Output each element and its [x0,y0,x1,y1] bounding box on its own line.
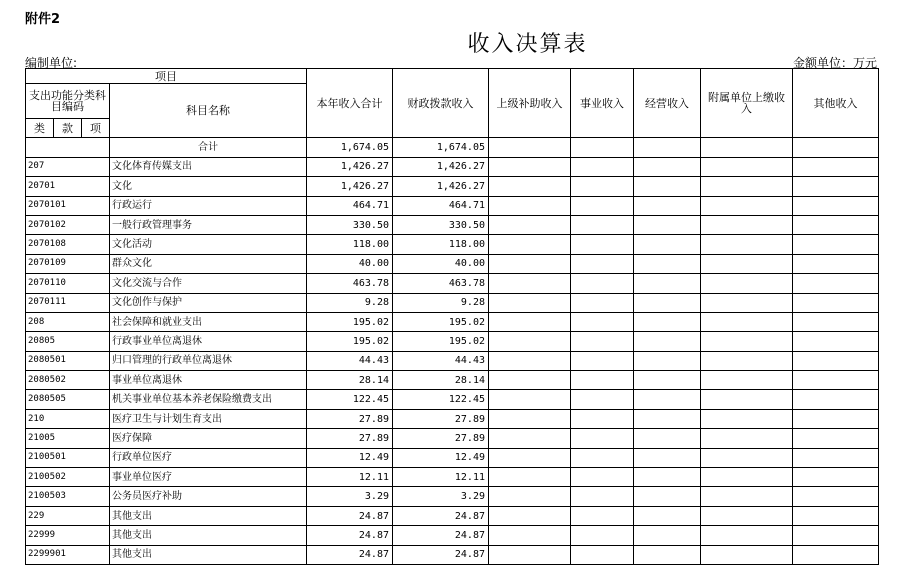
empty-cell [571,312,634,331]
row-fiscal: 27.89 [393,429,489,448]
empty-cell [634,468,701,487]
empty-cell [634,293,701,312]
table-row [26,351,879,370]
row-total: 27.89 [307,409,393,428]
attachment-label: 附件2 [25,12,61,27]
row-subject-name: 文化交流与合作 [110,274,307,293]
row-subject-name: 归口管理的行政单位离退休 [110,351,307,370]
empty-cell [489,274,571,293]
row-code: 2070110 [26,274,110,293]
header-kuan: 款 [54,119,82,138]
empty-cell [571,196,634,215]
table-row [26,468,879,487]
empty-cell [571,487,634,506]
row-total: 3.29 [307,487,393,506]
header-col-business-income: 事业收入 [571,69,634,138]
row-subject-name: 医疗保障 [110,429,307,448]
table-row [26,196,879,215]
row-fiscal: 24.87 [393,526,489,545]
row-subject-name: 文化 [110,177,307,196]
empty-cell [571,274,634,293]
row-fiscal: 24.87 [393,506,489,525]
empty-cell [489,390,571,409]
row-subject-name: 其他支出 [110,506,307,525]
empty-cell [571,215,634,234]
row-code: 2070111 [26,293,110,312]
empty-cell [634,332,701,351]
table-row [26,157,879,176]
empty-cell [634,448,701,467]
row-total: 24.87 [307,526,393,545]
empty-cell [701,506,793,525]
empty-cell [489,506,571,525]
page-title: 收入决算表 [467,32,588,57]
empty-cell [793,468,879,487]
header-col-other-income: 其他收入 [793,69,879,138]
row-total: 1,426.27 [307,157,393,176]
row-total: 122.45 [307,390,393,409]
empty-cell [571,468,634,487]
header-subject-name: 科目名称 [110,84,307,138]
empty-cell [793,293,879,312]
row-code: 20805 [26,332,110,351]
empty-cell [489,254,571,273]
empty-cell [571,545,634,564]
empty-cell [793,448,879,467]
row-subject-name: 行政单位医疗 [110,448,307,467]
row-subject-name: 行政运行 [110,196,307,215]
empty-cell [701,312,793,331]
row-fiscal: 122.45 [393,390,489,409]
header-item-group: 项目 [26,69,307,84]
row-fiscal: 12.49 [393,448,489,467]
empty-cell [634,526,701,545]
row-code: 22999 [26,526,110,545]
table-row [26,332,879,351]
empty-cell [793,215,879,234]
empty-cell [489,293,571,312]
header-func-class-code: 支出功能分类科目编码 [26,84,110,119]
empty-cell [489,351,571,370]
empty-cell [701,429,793,448]
row-fiscal: 464.71 [393,196,489,215]
header-lei: 类 [26,119,54,138]
empty-cell [701,545,793,564]
empty-cell [793,371,879,390]
empty-cell [793,235,879,254]
table-row [26,506,879,525]
row-code: 2070101 [26,196,110,215]
empty-cell [571,409,634,428]
row-code: 229 [26,506,110,525]
empty-cell [489,371,571,390]
empty-cell [793,254,879,273]
header-col-affiliate-income: 附属单位上缴收入 [701,69,793,138]
empty-cell [489,545,571,564]
row-code: 2070102 [26,215,110,234]
empty-cell [701,196,793,215]
empty-cell [489,487,571,506]
empty-cell [489,409,571,428]
row-code: 2100501 [26,448,110,467]
total-row [26,138,879,157]
empty-cell [793,312,879,331]
total-label: 合计 [110,138,307,157]
empty-cell [793,157,879,176]
table-row [26,390,879,409]
row-fiscal: 330.50 [393,215,489,234]
row-code: 210 [26,409,110,428]
row-fiscal: 195.02 [393,312,489,331]
row-code: 20701 [26,177,110,196]
empty-cell [571,351,634,370]
row-code: 2100503 [26,487,110,506]
row-fiscal: 195.02 [393,332,489,351]
row-code: 208 [26,312,110,331]
empty-cell [634,429,701,448]
row-subject-name: 事业单位医疗 [110,468,307,487]
row-fiscal: 1,426.27 [393,177,489,196]
row-subject-name: 公务员医疗补助 [110,487,307,506]
row-fiscal: 463.78 [393,274,489,293]
income-final-accounts-table [25,68,879,565]
empty-cell [701,351,793,370]
empty-cell [489,468,571,487]
empty-cell [701,332,793,351]
empty-cell [634,409,701,428]
empty-cell [793,332,879,351]
empty-cell [701,293,793,312]
table-row [26,254,879,273]
row-fiscal: 40.00 [393,254,489,273]
empty-cell [701,409,793,428]
table-row [26,235,879,254]
empty-cell [793,526,879,545]
header-col-superior-subsidy: 上级补助收入 [489,69,571,138]
table-row [26,487,879,506]
row-fiscal: 28.14 [393,371,489,390]
row-code: 207 [26,157,110,176]
empty-cell [489,312,571,331]
compiling-unit-label: 编制单位: [25,56,78,70]
empty-cell [701,274,793,293]
row-code: 21005 [26,429,110,448]
row-subject-name: 文化活动 [110,235,307,254]
empty-cell [701,157,793,176]
empty-cell [793,196,879,215]
table-row [26,429,879,448]
row-subject-name: 事业单位离退休 [110,371,307,390]
empty-cell [489,448,571,467]
empty-cell [634,215,701,234]
table-row [26,215,879,234]
row-total: 464.71 [307,196,393,215]
header-col-total: 本年收入合计 [307,69,393,138]
row-fiscal: 12.11 [393,468,489,487]
row-total: 463.78 [307,274,393,293]
empty-cell [793,351,879,370]
empty-cell [701,215,793,234]
empty-cell [571,526,634,545]
row-total: 118.00 [307,235,393,254]
row-total: 1,426.27 [307,177,393,196]
empty-cell [701,235,793,254]
row-code: 2100502 [26,468,110,487]
row-subject-name: 其他支出 [110,526,307,545]
header-xiang: 项 [82,119,110,138]
empty-cell [489,177,571,196]
empty-cell [634,390,701,409]
row-fiscal: 3.29 [393,487,489,506]
empty-cell [634,506,701,525]
row-subject-name: 文化创作与保护 [110,293,307,312]
row-subject-name: 其他支出 [110,545,307,564]
table-row [26,545,879,564]
empty-cell [571,157,634,176]
empty-cell [571,293,634,312]
empty-cell [701,390,793,409]
table-row [26,177,879,196]
row-subject-name: 机关事业单位基本养老保险缴费支出 [110,390,307,409]
empty-cell [571,332,634,351]
row-total: 40.00 [307,254,393,273]
empty-cell [489,429,571,448]
row-fiscal: 44.43 [393,351,489,370]
table-row [26,274,879,293]
empty-cell [634,157,701,176]
empty-cell [793,487,879,506]
empty-cell [701,526,793,545]
header-col-fiscal: 财政拨款收入 [393,69,489,138]
row-fiscal: 9.28 [393,293,489,312]
empty-cell [634,177,701,196]
row-fiscal: 27.89 [393,409,489,428]
empty-cell [489,526,571,545]
empty-cell [701,371,793,390]
row-total: 330.50 [307,215,393,234]
row-code: 2070108 [26,235,110,254]
empty-cell [489,332,571,351]
row-subject-name: 医疗卫生与计划生育支出 [110,409,307,428]
empty-cell [793,409,879,428]
empty-cell [571,235,634,254]
empty-cell [793,274,879,293]
empty-cell [634,274,701,293]
table-row [26,371,879,390]
empty-cell [793,545,879,564]
row-total: 24.87 [307,545,393,564]
empty-cell [634,371,701,390]
empty-cell [571,506,634,525]
empty-cell [571,371,634,390]
amount-unit-label: 金额单位：万元 [792,56,877,70]
empty-cell [489,215,571,234]
empty-cell [793,429,879,448]
empty-cell [571,177,634,196]
empty-cell [571,448,634,467]
row-code: 2070109 [26,254,110,273]
empty-cell [701,468,793,487]
empty-cell [571,390,634,409]
row-subject-name: 一般行政管理事务 [110,215,307,234]
table-row [26,448,879,467]
row-fiscal: 1,426.27 [393,157,489,176]
empty-cell [634,312,701,331]
row-code: 2080505 [26,390,110,409]
empty-cell [489,235,571,254]
row-total: 27.89 [307,429,393,448]
row-subject-name: 社会保障和就业支出 [110,312,307,331]
empty-cell [489,196,571,215]
empty-cell [571,429,634,448]
row-total: 9.28 [307,293,393,312]
row-subject-name: 群众文化 [110,254,307,273]
empty-cell [793,390,879,409]
empty-cell [634,196,701,215]
empty-cell [793,177,879,196]
row-total: 28.14 [307,371,393,390]
table-row [26,293,879,312]
row-total: 24.87 [307,506,393,525]
table-row [26,526,879,545]
row-total: 44.43 [307,351,393,370]
empty-cell [571,254,634,273]
empty-cell [701,448,793,467]
total-amount: 1,674.05 [307,138,393,157]
empty-cell [634,545,701,564]
table-row [26,312,879,331]
empty-cell [634,487,701,506]
row-code: 2080502 [26,371,110,390]
empty-cell [634,254,701,273]
table-row [26,409,879,428]
empty-cell [489,157,571,176]
row-total: 12.11 [307,468,393,487]
row-fiscal: 118.00 [393,235,489,254]
row-code: 2299901 [26,545,110,564]
empty-cell [701,254,793,273]
empty-cell [793,506,879,525]
row-total: 195.02 [307,332,393,351]
empty-cell [701,487,793,506]
row-code: 2080501 [26,351,110,370]
empty-cell [634,235,701,254]
empty-cell [634,351,701,370]
row-total: 195.02 [307,312,393,331]
row-fiscal: 24.87 [393,545,489,564]
header-col-operating-income: 经营收入 [634,69,701,138]
row-subject-name: 行政事业单位离退休 [110,332,307,351]
row-total: 12.49 [307,448,393,467]
empty-cell [701,177,793,196]
total-fiscal: 1,674.05 [393,138,489,157]
row-subject-name: 文化体育传媒支出 [110,157,307,176]
